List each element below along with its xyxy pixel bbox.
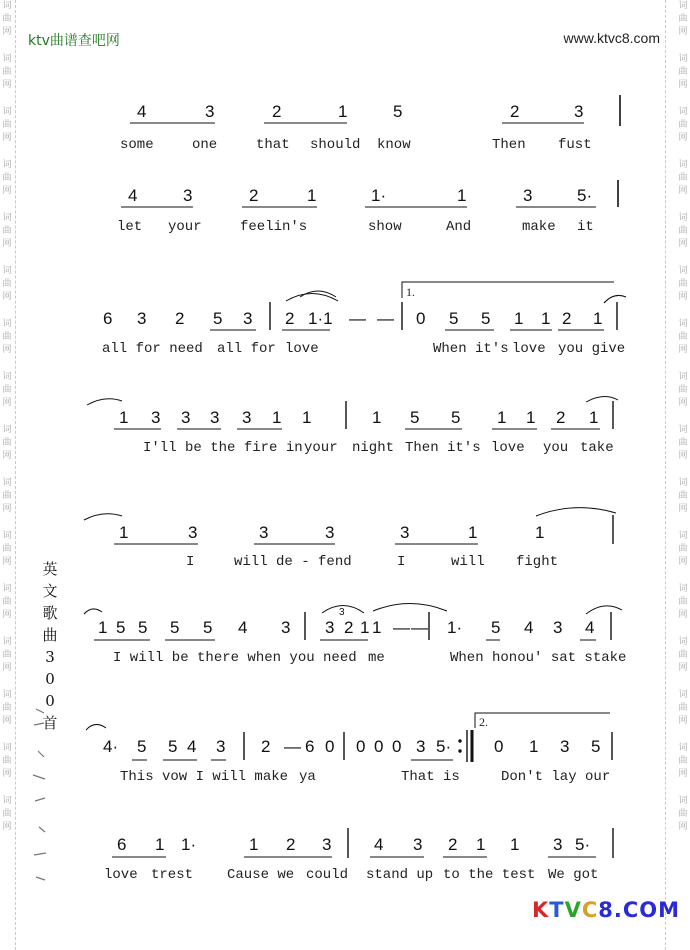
lyric: could <box>306 867 349 883</box>
note: 3 <box>210 408 220 427</box>
note: 6 <box>103 309 113 328</box>
note: 1· <box>181 835 197 854</box>
note: — <box>284 737 301 756</box>
watermark-char: 网 <box>2 239 12 249</box>
note: 3 <box>281 618 291 637</box>
watermark-char: 词 <box>678 531 688 541</box>
watermark-char: 词 <box>2 107 12 117</box>
note: 1 <box>535 523 545 542</box>
lyric: Don't lay our <box>501 769 611 785</box>
note: 5· <box>575 835 591 854</box>
note: — <box>377 309 394 328</box>
lyric: some <box>120 137 154 153</box>
watermark-char: 曲 <box>2 332 12 342</box>
lyric: all for <box>217 341 276 357</box>
side-title-char: 文 <box>42 582 58 600</box>
watermark-char: 曲 <box>2 173 12 183</box>
note: 3 <box>151 408 161 427</box>
note: 0 <box>325 737 335 756</box>
watermark-char: 网 <box>678 27 688 37</box>
watermark-char: 曲 <box>2 703 12 713</box>
note: 2 <box>175 309 185 328</box>
note: 2 <box>272 102 282 121</box>
note: 3 <box>553 618 563 637</box>
note: 1 <box>372 408 382 427</box>
note: 1 <box>529 737 539 756</box>
note: 1· <box>447 618 463 637</box>
lyric: your <box>168 219 202 235</box>
lyric: ya <box>299 769 316 785</box>
lyric: Cause we <box>227 867 295 883</box>
watermark-char: 曲 <box>678 544 688 554</box>
watermark-char: 曲 <box>2 14 12 24</box>
note: 5 <box>451 408 461 427</box>
watermark-char: 网 <box>678 716 688 726</box>
note: 2 <box>286 835 296 854</box>
note: 3 <box>574 102 584 121</box>
watermark-char: 网 <box>678 133 688 143</box>
watermark-char: 词 <box>2 319 12 329</box>
watermark-char: 曲 <box>2 491 12 501</box>
lyric: When it's <box>433 341 509 357</box>
lyric: your <box>304 440 338 456</box>
lyric: I <box>397 554 406 570</box>
note: 3 <box>188 523 198 542</box>
note: 1 <box>272 408 282 427</box>
note: 2 <box>249 186 259 205</box>
lyric: trest <box>151 867 194 883</box>
note: 5 <box>410 408 420 427</box>
note: 4· <box>103 737 119 756</box>
note: 6 <box>305 737 315 756</box>
note: 2 <box>285 309 295 328</box>
lyric: I <box>186 554 195 570</box>
watermark-char: 曲 <box>678 756 688 766</box>
watermark-char: 曲 <box>678 385 688 395</box>
watermark-char: 网 <box>2 663 12 673</box>
note: 5 <box>491 618 501 637</box>
lyric: love <box>285 341 319 357</box>
note: 1 <box>302 408 312 427</box>
lyric: will de - fend <box>234 554 352 570</box>
watermark-char: 网 <box>678 822 688 832</box>
watermark-char: 曲 <box>678 226 688 236</box>
note: 3 <box>242 408 252 427</box>
watermark-char: 网 <box>678 186 688 196</box>
note: 5 <box>138 618 148 637</box>
note: 4 <box>187 737 197 756</box>
slur <box>373 604 447 612</box>
watermark-char: 曲 <box>2 809 12 819</box>
note: 5 <box>170 618 180 637</box>
note: 1 <box>249 835 259 854</box>
watermark-char: 网 <box>2 716 12 726</box>
side-title-char: 首 <box>42 714 58 732</box>
note: 3 <box>523 186 533 205</box>
note: 3 <box>560 737 570 756</box>
watermark-char: 曲 <box>2 544 12 554</box>
watermark-char: 词 <box>678 266 688 276</box>
watermark-char: 词 <box>678 1 688 11</box>
watermark-char: 词 <box>678 319 688 329</box>
note: 3 <box>137 309 147 328</box>
note: 1 <box>510 835 520 854</box>
watermark-char: 网 <box>678 504 688 514</box>
note: 4 <box>524 618 534 637</box>
lyric: make <box>522 219 556 235</box>
watermark-char: 曲 <box>678 650 688 660</box>
logo-rest: 8.COM <box>598 898 681 922</box>
note: 3 <box>322 835 332 854</box>
note: 3 <box>553 835 563 854</box>
note: 1 <box>476 835 486 854</box>
note: 1 <box>497 408 507 427</box>
watermark-char: 词 <box>678 796 688 806</box>
note: 1 <box>98 618 108 637</box>
lyric: And <box>446 219 472 235</box>
watermark-char: 网 <box>678 80 688 90</box>
note: 5 <box>168 737 178 756</box>
watermark-char: 词 <box>2 372 12 382</box>
watermark-char: 曲 <box>678 173 688 183</box>
watermark-char: 曲 <box>678 703 688 713</box>
side-title-char: 3 <box>45 648 55 666</box>
lyric: love <box>512 341 546 357</box>
note: 1 <box>119 523 129 542</box>
watermark-char: 网 <box>2 769 12 779</box>
note: 1 <box>593 309 603 328</box>
site-url-right[interactable]: www.ktvc8.com <box>563 30 660 46</box>
watermark-char: 网 <box>678 769 688 779</box>
watermark-char: 曲 <box>2 438 12 448</box>
watermark-char: 曲 <box>678 279 688 289</box>
lyric: night <box>352 440 395 456</box>
note: 0 <box>494 737 504 756</box>
note: 2 <box>556 408 566 427</box>
note: 3 <box>400 523 410 542</box>
note: 3 <box>259 523 269 542</box>
slur <box>86 724 106 730</box>
watermark-char: 词 <box>2 478 12 488</box>
lyric: fust <box>558 137 592 153</box>
note: — <box>349 309 366 328</box>
lyric: We got <box>548 867 599 883</box>
note: 4 <box>128 186 138 205</box>
watermark-char: 曲 <box>2 67 12 77</box>
lyric: that <box>256 137 290 153</box>
note: 2 <box>448 835 458 854</box>
note: 1 <box>307 186 317 205</box>
note: 2 <box>562 309 572 328</box>
watermark-char: 曲 <box>2 385 12 395</box>
lyric: love <box>491 440 525 456</box>
logo-k: K <box>532 898 550 922</box>
lyric: take <box>580 440 614 456</box>
watermark-char: 词 <box>2 266 12 276</box>
volta-1-bracket <box>402 282 614 298</box>
watermark-char: 词 <box>2 743 12 753</box>
watermark-char: 网 <box>2 398 12 408</box>
watermark-char: 曲 <box>678 67 688 77</box>
note: 0 <box>374 737 384 756</box>
lyric: to the test <box>443 867 536 883</box>
note: 5 <box>137 737 147 756</box>
note: 3 <box>416 737 426 756</box>
lyric: one <box>192 137 218 153</box>
slur <box>84 514 122 520</box>
watermark-char: 曲 <box>678 120 688 130</box>
note: 3 <box>243 309 253 328</box>
watermark-char: 曲 <box>2 597 12 607</box>
triplet-mark: 3 <box>339 607 345 618</box>
lyric: feelin's <box>240 219 308 235</box>
watermark-char: 网 <box>678 557 688 567</box>
lyric: should <box>310 137 361 153</box>
watermark-char: 网 <box>678 239 688 249</box>
note: 1 <box>526 408 536 427</box>
note: 1 <box>155 835 165 854</box>
watermark-char: 曲 <box>2 756 12 766</box>
slur <box>536 508 616 516</box>
lyrics-layer <box>102 137 626 883</box>
watermark-char: 词 <box>678 213 688 223</box>
watermark-char: 曲 <box>2 226 12 236</box>
note: 3 <box>325 523 335 542</box>
note: — <box>411 618 428 637</box>
note: 1 <box>457 186 467 205</box>
repeat-dot <box>458 739 461 742</box>
note: 5 <box>393 102 403 121</box>
watermark-char: 曲 <box>678 809 688 819</box>
watermark-char: 网 <box>2 133 12 143</box>
slur <box>604 295 626 303</box>
note: 5 <box>116 618 126 637</box>
watermark-char: 词 <box>2 531 12 541</box>
lyric: you give <box>558 341 626 357</box>
watermark-char: 曲 <box>678 491 688 501</box>
watermark-char: 词 <box>2 637 12 647</box>
note: 5 <box>213 309 223 328</box>
note: 1 <box>541 309 551 328</box>
watermark-char: 网 <box>678 610 688 620</box>
lyric: fight <box>516 554 559 570</box>
note: 0 <box>416 309 426 328</box>
note: 5· <box>436 737 452 756</box>
note: 1 <box>119 408 129 427</box>
watermark-char: 网 <box>678 398 688 408</box>
lyric: Then it's <box>405 440 481 456</box>
lyric: show <box>368 219 402 235</box>
watermark-char: 词 <box>2 584 12 594</box>
volta-2-label: 2. <box>479 715 488 729</box>
watermark-char: 词 <box>2 425 12 435</box>
watermark-char: 词 <box>678 425 688 435</box>
watermark-char: 词 <box>678 107 688 117</box>
lyric: I will be there when you need <box>113 650 357 666</box>
side-title-char: 歌 <box>42 604 58 622</box>
note: 4 <box>374 835 384 854</box>
note: 4 <box>238 618 248 637</box>
lyric: That is <box>401 769 460 785</box>
note: 5 <box>591 737 601 756</box>
watermark-char: 词 <box>678 54 688 64</box>
watermark-char: 网 <box>2 451 12 461</box>
volta-2-bracket <box>475 713 610 728</box>
watermark-char: 网 <box>2 80 12 90</box>
logo-c: C <box>581 898 599 922</box>
watermark-char: 网 <box>678 292 688 302</box>
note: 1 <box>360 618 370 637</box>
watermark-char: 词 <box>2 796 12 806</box>
watermark-char: 词 <box>678 584 688 594</box>
watermark-char: 曲 <box>678 438 688 448</box>
watermark-char: 词 <box>2 1 12 11</box>
note: 6 <box>117 835 127 854</box>
watermark-char: 曲 <box>2 279 12 289</box>
note: 1 <box>372 618 382 637</box>
watermark-char: 词 <box>2 213 12 223</box>
watermark-char: 词 <box>678 690 688 700</box>
watermark-char: 曲 <box>678 597 688 607</box>
note: 3 <box>183 186 193 205</box>
lyric: I'll be the fire in <box>143 440 303 456</box>
note: 1 <box>338 102 348 121</box>
watermark-char: 网 <box>2 345 12 355</box>
watermark-char: 词 <box>2 690 12 700</box>
lyric: will <box>451 554 485 570</box>
note: 1 <box>468 523 478 542</box>
watermark-char: 网 <box>678 663 688 673</box>
lyric: stand up <box>366 867 434 883</box>
watermark-char: 曲 <box>678 14 688 24</box>
watermark-char: 网 <box>2 610 12 620</box>
note: 4 <box>137 102 147 121</box>
side-title-char: 0 <box>45 692 55 710</box>
note: 2 <box>344 618 354 637</box>
note: 4 <box>585 618 595 637</box>
slur <box>286 294 338 302</box>
note: 3 <box>413 835 423 854</box>
watermark-char: 网 <box>678 345 688 355</box>
side-title-char: 曲 <box>42 626 58 644</box>
note: 1· <box>371 186 387 205</box>
note: 5 <box>203 618 213 637</box>
note: 0 <box>356 737 366 756</box>
note: 0 <box>392 737 402 756</box>
watermark-char: 词 <box>678 478 688 488</box>
side-title-char: 英 <box>42 560 58 578</box>
watermark-char: 网 <box>2 822 12 832</box>
logo-v: V <box>564 898 582 922</box>
note: 3 <box>181 408 191 427</box>
watermark-char: 曲 <box>2 120 12 130</box>
lyric: it <box>577 219 594 235</box>
site-name-left[interactable]: ktv曲谱查吧网 <box>28 33 120 49</box>
notes-layer <box>98 102 602 854</box>
repeat-dot <box>458 749 461 752</box>
lyric: all for need <box>102 341 203 357</box>
lyric: let <box>117 219 143 235</box>
lyric: know <box>377 137 411 153</box>
watermark-char: 曲 <box>2 650 12 660</box>
note: 3 <box>205 102 215 121</box>
watermark-char: 词 <box>2 160 12 170</box>
watermark-char: 网 <box>678 451 688 461</box>
watermark-char: 曲 <box>678 332 688 342</box>
watermark-char: 网 <box>2 186 12 196</box>
watermark-char: 网 <box>2 292 12 302</box>
note: 3 <box>216 737 226 756</box>
slur <box>586 606 622 614</box>
watermark-char: 网 <box>2 504 12 514</box>
lyric: me <box>368 650 385 666</box>
note: 1 <box>514 309 524 328</box>
lyric: love <box>104 867 138 883</box>
lyric: This vow I will make <box>120 769 289 785</box>
note: — <box>393 618 410 637</box>
watermark-char: 词 <box>678 372 688 382</box>
note: 1·1 <box>308 309 333 328</box>
ktvc8-logo[interactable] <box>532 898 680 922</box>
watermark-char: 网 <box>2 27 12 37</box>
note: 2 <box>261 737 271 756</box>
watermark-char: 词 <box>2 54 12 64</box>
slur <box>84 609 102 614</box>
slur <box>87 399 122 405</box>
note: 5 <box>449 309 459 328</box>
note: 3 <box>325 618 335 637</box>
note: 5· <box>577 186 593 205</box>
watermark-char: 词 <box>678 637 688 647</box>
volta-1-label: 1. <box>406 285 415 299</box>
watermark-char: 词 <box>678 743 688 753</box>
logo-t: T <box>549 898 565 922</box>
watermark-char: 网 <box>2 557 12 567</box>
watermark-char: 词 <box>678 160 688 170</box>
note: 1 <box>589 408 599 427</box>
note: 5 <box>481 309 491 328</box>
note: 2 <box>510 102 520 121</box>
lyric: Then <box>492 137 526 153</box>
lyric: you <box>543 440 569 456</box>
side-title-char: 0 <box>45 670 55 688</box>
lyric: When honou' sat stake <box>450 650 627 666</box>
